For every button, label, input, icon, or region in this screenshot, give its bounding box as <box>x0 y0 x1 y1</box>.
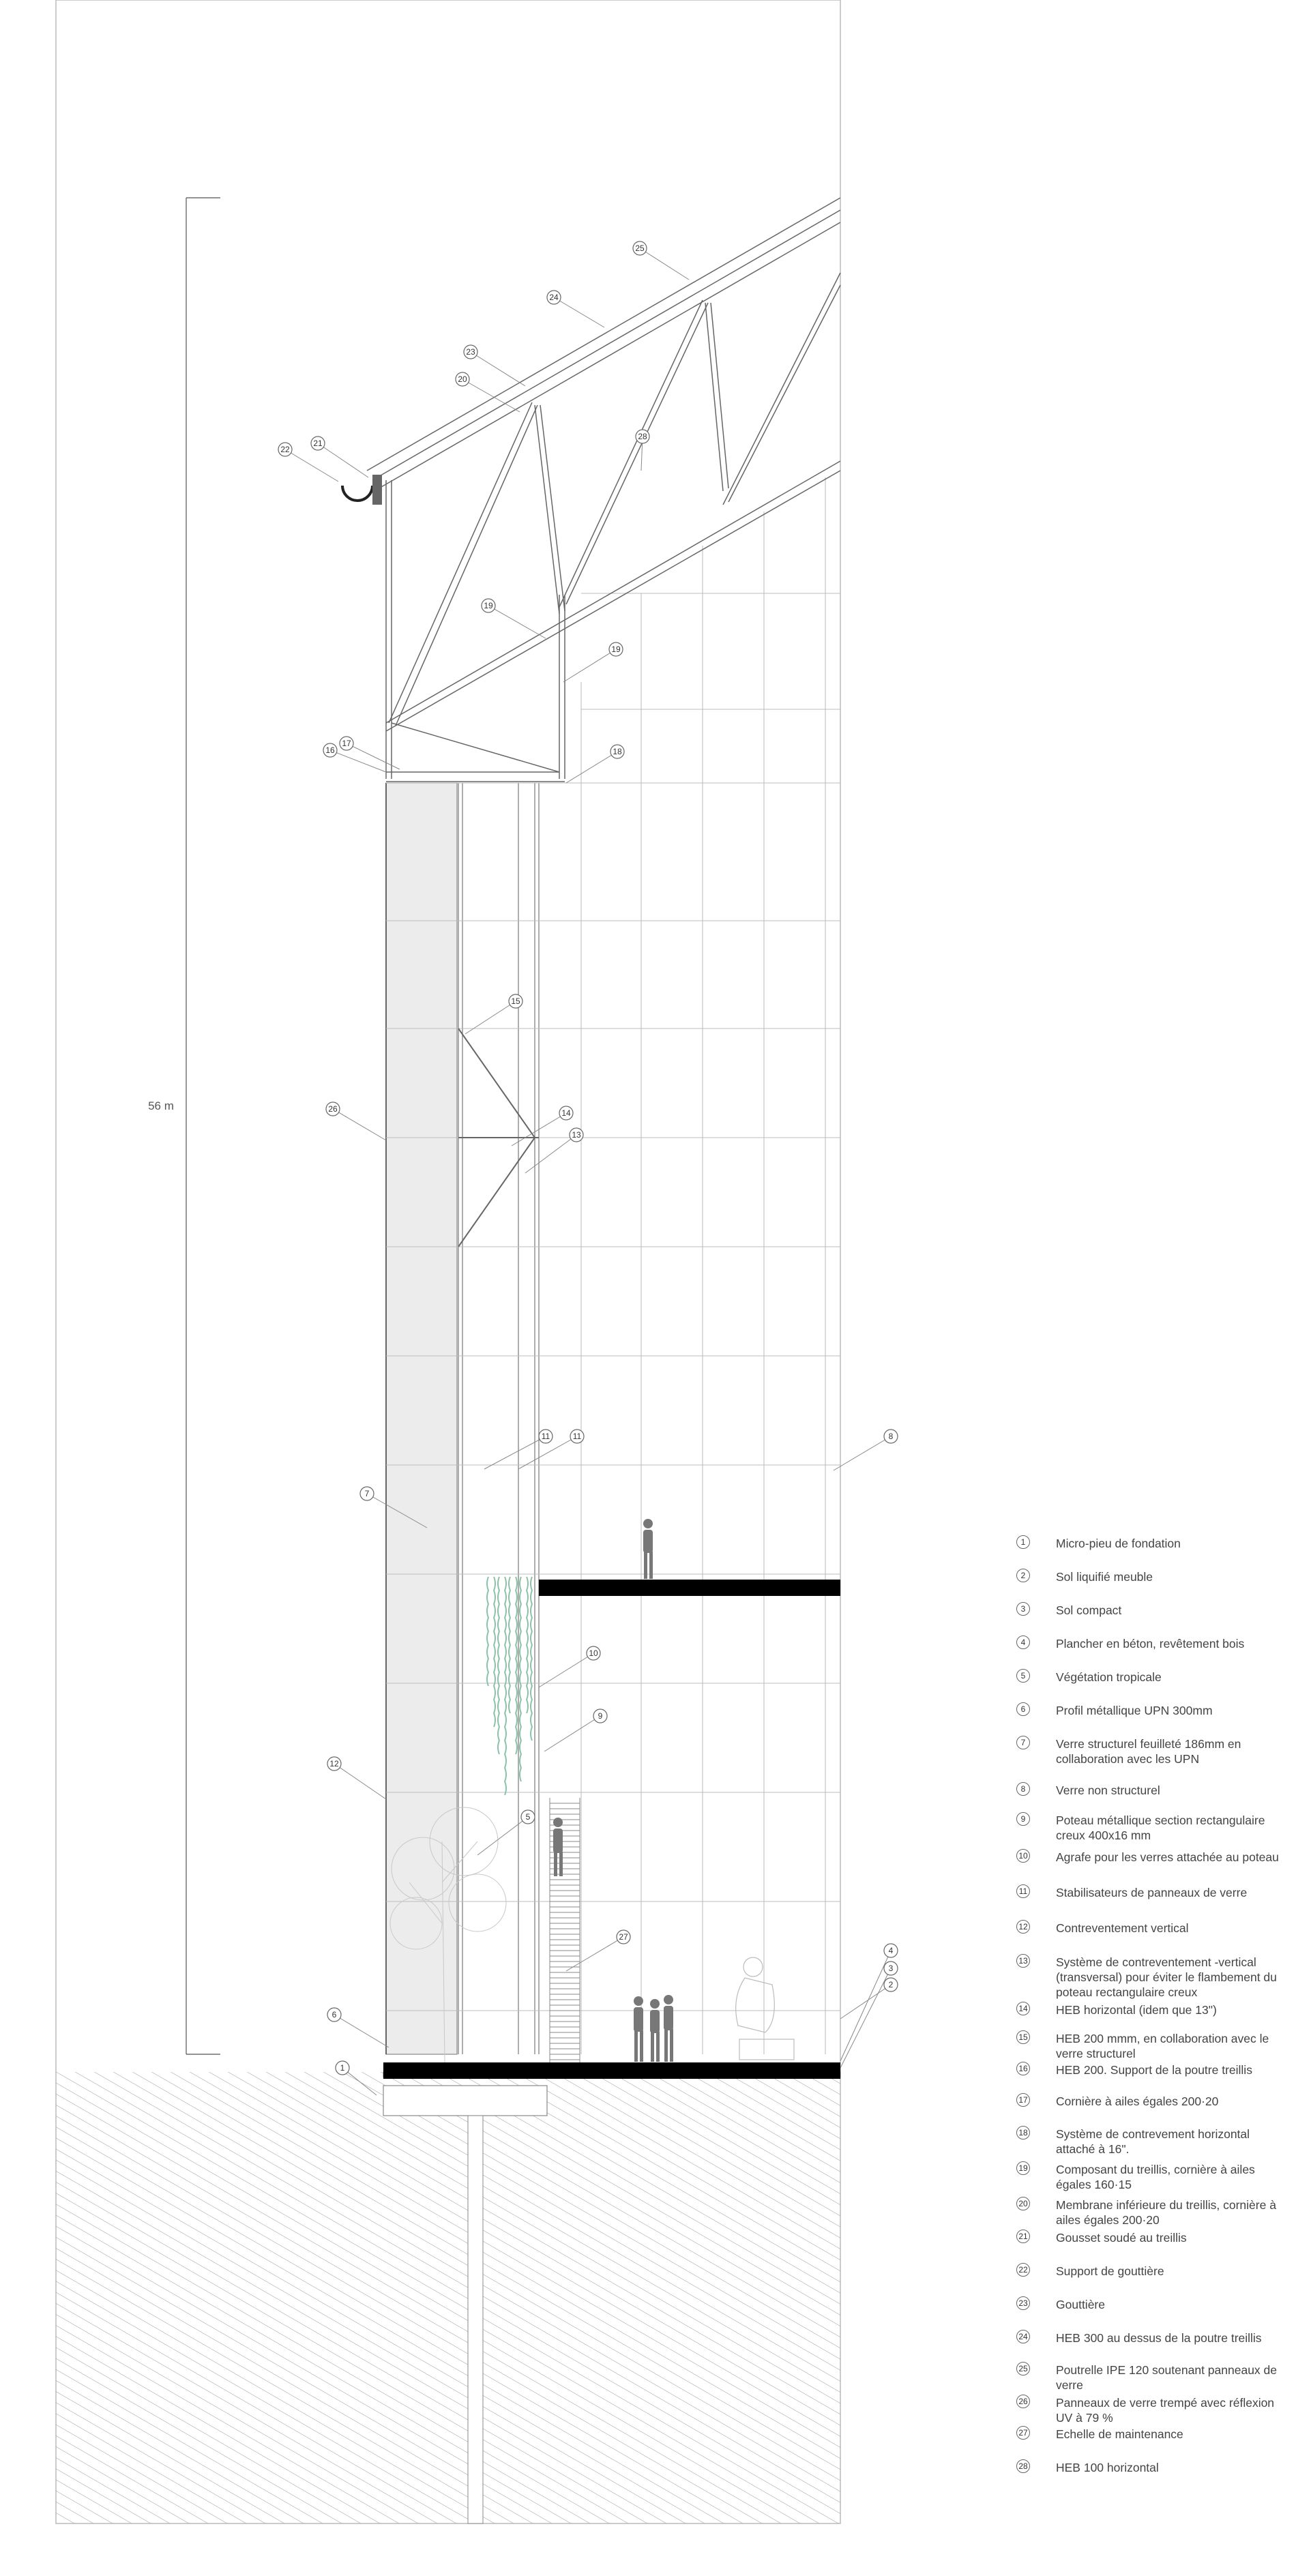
legend-number: 19 <box>1016 2161 1030 2175</box>
legend-item <box>1016 2297 1289 2312</box>
callout-label: 19 <box>611 645 621 654</box>
legend-item <box>1016 2162 1289 2192</box>
vertical-bracing <box>458 1028 539 1247</box>
legend-text: Verre non structurel <box>1056 1783 1160 1797</box>
legend-number: 22 <box>1016 2263 1030 2277</box>
callouts <box>278 241 898 2095</box>
legend-item <box>1016 2094 1289 2109</box>
callout-label: 14 <box>561 1108 571 1118</box>
structural-glass-wall <box>386 783 457 2054</box>
legend-item <box>1016 2002 1289 2017</box>
legend-item <box>1016 2330 1289 2345</box>
legend-item <box>1016 2230 1289 2245</box>
legend-number: 14 <box>1016 2002 1030 2015</box>
legend-text: Agrafe pour les verres attachée au poteau <box>1056 1850 1279 1864</box>
legend-item <box>1016 1636 1289 1651</box>
callout-marker <box>512 1106 573 1146</box>
legend-item <box>1016 2264 1289 2279</box>
legend-text: Panneaux de verre trempé avec réflexion UV à 79 % <box>1056 2396 1275 2425</box>
legend-text: Echelle de maintenance <box>1056 2427 1183 2441</box>
callout-marker <box>563 642 623 682</box>
callout-label: 15 <box>511 996 520 1006</box>
callout-label: 18 <box>613 747 622 756</box>
legend-number: 9 <box>1016 1812 1030 1826</box>
callout-label: 21 <box>313 439 323 448</box>
legend-text: Poteau métallique section rectangulaire creux 400x16 mm <box>1056 1813 1265 1842</box>
legend-number: 26 <box>1016 2395 1030 2408</box>
callout-label: 20 <box>458 374 467 384</box>
callout-label: 25 <box>635 243 645 253</box>
callout-marker <box>456 372 520 412</box>
legend-item <box>1016 2460 1289 2475</box>
legend-text: Végétation tropicale <box>1056 1670 1162 1684</box>
legend-item <box>1016 1569 1289 1584</box>
callout-marker <box>482 599 546 638</box>
callout-label: 16 <box>325 745 335 755</box>
legend-text: Composant du treillis, cornière à ailes égales 160·15 <box>1056 2163 1255 2191</box>
tropical-vegetation-hanging <box>487 1577 532 1795</box>
callout-marker <box>326 1102 386 1140</box>
mezzanine-slab <box>539 1580 840 1596</box>
legend-text: Support de gouttière <box>1056 2264 1164 2278</box>
callout-marker <box>633 241 689 280</box>
legend-number: 7 <box>1016 1736 1030 1749</box>
callout-marker <box>544 1709 607 1751</box>
thinker-statue <box>736 1957 794 2060</box>
legend-number: 23 <box>1016 2296 1030 2310</box>
callout-marker <box>477 1810 535 1855</box>
people-silhouettes <box>553 1519 673 2062</box>
legend-number: 6 <box>1016 1702 1030 1716</box>
callout-label: 11 <box>572 1432 582 1441</box>
callout-label: 17 <box>342 739 351 748</box>
callout-marker <box>547 291 604 327</box>
callout-marker <box>840 1961 898 2068</box>
legend-number: 28 <box>1016 2459 1030 2473</box>
callout-label: 22 <box>280 445 290 454</box>
legend-text: Membrane inférieure du treillis, cornière à ailes égales 200·20 <box>1056 2198 1276 2227</box>
legend-number: 27 <box>1016 2426 1030 2440</box>
legend-item <box>1016 2197 1289 2227</box>
callout-label: 1 <box>340 2063 345 2073</box>
legend-text: Gouttière <box>1056 2298 1105 2311</box>
callout-marker <box>566 745 624 783</box>
legend-number: 4 <box>1016 1635 1030 1649</box>
legend-number: 17 <box>1016 2093 1030 2107</box>
legend-number: 20 <box>1016 2197 1030 2210</box>
legend-item <box>1016 2395 1289 2425</box>
callout-label: 10 <box>589 1648 598 1658</box>
callout-marker <box>327 1757 386 1799</box>
callout-marker <box>311 436 368 477</box>
callout-label: 26 <box>328 1104 338 1114</box>
columns <box>458 783 539 2054</box>
callout-label: 27 <box>619 1932 628 1942</box>
callout-label: 28 <box>638 432 647 441</box>
legend-item <box>1016 1783 1289 1798</box>
legend-number: 10 <box>1016 1849 1030 1863</box>
callout-marker <box>278 443 338 482</box>
legend-item <box>1016 2427 1289 2442</box>
legend-item <box>1016 1850 1289 1865</box>
callout-label: 11 <box>541 1432 550 1441</box>
ground <box>56 2072 840 2523</box>
legend-number: 3 <box>1016 1602 1030 1616</box>
legend-text: Gousset soudé au treillis <box>1056 2231 1187 2245</box>
dimension-label: 56 m <box>148 1099 174 1112</box>
legend-number: 25 <box>1016 2362 1030 2375</box>
legend-text: Micro-pieu de fondation <box>1056 1537 1181 1550</box>
legend-item <box>1016 2127 1289 2157</box>
callout-label: 12 <box>329 1759 339 1768</box>
legend-number: 1 <box>1016 1535 1030 1549</box>
legend-number: 13 <box>1016 1954 1030 1968</box>
callout-label: 4 <box>888 1946 894 1955</box>
legend-number: 21 <box>1016 2230 1030 2243</box>
legend-number: 18 <box>1016 2126 1030 2140</box>
legend-number: 5 <box>1016 1669 1030 1683</box>
callout-label: 3 <box>888 1964 894 1973</box>
legend-text: HEB 200. Support de la poutre treillis <box>1056 2063 1252 2077</box>
legend-text: Sol liquifié meuble <box>1056 1570 1153 1584</box>
legend-item <box>1016 1603 1289 1618</box>
legend-item <box>1016 1955 1289 2000</box>
legend-text: Cornière à ailes égales 200·20 <box>1056 2094 1219 2108</box>
callout-marker <box>464 345 525 386</box>
legend-number: 15 <box>1016 2030 1030 2044</box>
legend-text: Verre structurel feuilleté 186mm en collaboration avec les UPN <box>1056 1737 1241 1766</box>
callout-label: 7 <box>364 1489 370 1498</box>
legend-item <box>1016 2363 1289 2393</box>
callout-marker <box>465 994 522 1034</box>
callout-marker <box>539 1646 600 1687</box>
legend-text: Stabilisateurs de panneaux de verre <box>1056 1886 1248 1899</box>
legend-item <box>1016 2062 1289 2077</box>
legend-item <box>1016 1921 1289 1936</box>
callout-label: 23 <box>466 347 475 357</box>
callout-label: 5 <box>525 1812 531 1822</box>
callout-label: 8 <box>888 1432 894 1441</box>
callout-marker <box>834 1430 898 1470</box>
legend-item <box>1016 1885 1289 1900</box>
legend-text: HEB 300 au dessus de la poutre treillis <box>1056 2331 1262 2345</box>
callout-label: 24 <box>549 293 559 302</box>
legend-text: Système de contreventement -vertical (transversal) pour éviter le flambement du poteau rectangulaire creux <box>1056 1955 1277 1999</box>
legend-text: Profil métallique UPN 300mm <box>1056 1704 1213 1717</box>
roof-truss <box>367 198 840 782</box>
legend-text: Poutrelle IPE 120 soutenant panneaux de verre <box>1056 2363 1277 2392</box>
legend-number: 2 <box>1016 1569 1030 1582</box>
legend-number: 16 <box>1016 2062 1030 2075</box>
callout-marker <box>327 2008 389 2047</box>
height-dimension <box>136 198 220 2054</box>
legend-text: HEB horizontal (idem que 13") <box>1056 2003 1217 2017</box>
facade-grid <box>581 477 825 2054</box>
callout-label: 9 <box>598 1711 603 1721</box>
callout-label: 6 <box>332 2010 337 2019</box>
callout-label: 13 <box>572 1130 581 1140</box>
callout-label: 2 <box>888 1980 894 1989</box>
legend-item <box>1016 1813 1289 1843</box>
legend-text: Système de contrevement horizontal attaché à 16". <box>1056 2127 1250 2156</box>
callout-label: 19 <box>484 601 493 610</box>
callout-marker <box>340 737 400 769</box>
legend-number: 24 <box>1016 2330 1030 2343</box>
legend-number: 11 <box>1016 1884 1030 1898</box>
legend-text: Sol compact <box>1056 1603 1122 1617</box>
legend-item <box>1016 1670 1289 1685</box>
legend-text: HEB 200 mmm, en collaboration avec le verre structurel <box>1056 2032 1269 2060</box>
callout-marker <box>525 1128 583 1173</box>
legend-text: Plancher en béton, revêtement bois <box>1056 1637 1245 1650</box>
legend-item <box>1016 1736 1289 1766</box>
ground-floor-slab <box>383 2062 840 2079</box>
legend-number: 12 <box>1016 1920 1030 1934</box>
legend-text: HEB 100 horizontal <box>1056 2461 1159 2474</box>
callout-marker <box>636 430 649 471</box>
legend-item <box>1016 1536 1289 1551</box>
gutter <box>342 475 382 505</box>
legend-number: 8 <box>1016 1782 1030 1796</box>
legend-item <box>1016 2031 1289 2061</box>
legend-text: Contreventement vertical <box>1056 1921 1189 1935</box>
legend-item <box>1016 1703 1289 1718</box>
